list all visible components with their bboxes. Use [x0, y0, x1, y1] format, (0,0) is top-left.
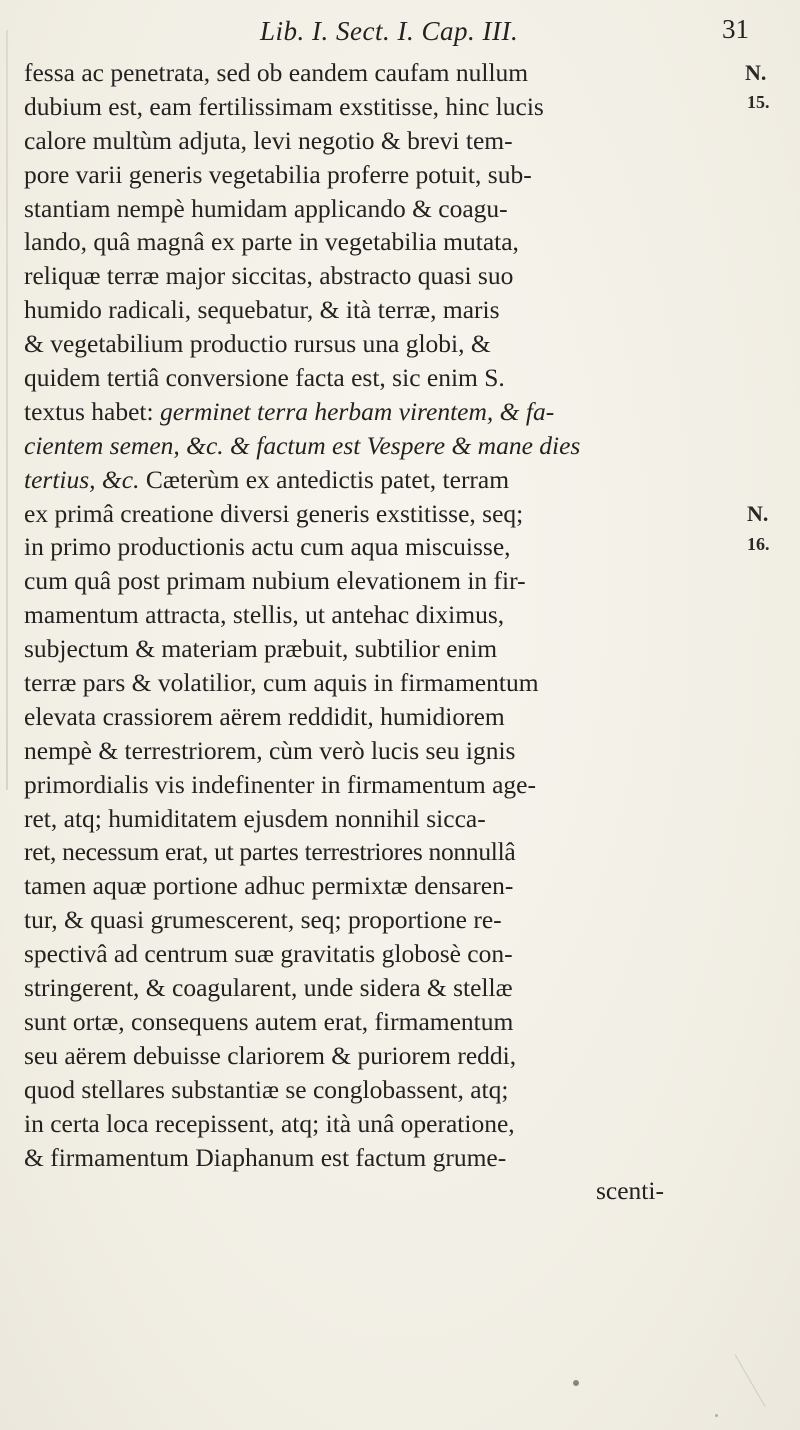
quotation-italic: germinet terra herbam virentem, & fa-: [159, 396, 555, 426]
running-head: Lib. I. Sect. I. Cap. III.: [260, 16, 519, 46]
page-number: 31: [722, 14, 749, 44]
margin-note: N.: [745, 60, 767, 85]
text-line: cum quâ post primam nubium elevationem in fir-: [24, 566, 526, 596]
text-line: in certa loca recepissent, atq; ità unâ operatione,: [24, 1108, 515, 1138]
text-line: primordialis vis indefinenter in firmamentum age-: [24, 769, 536, 799]
text-line: lando, quâ magnâ ex parte in vegetabilia mutata,: [24, 227, 519, 257]
text-line: humido radicali, sequebatur, & ità terræ, maris: [24, 295, 500, 325]
text-line: pore varii generis vegetabilia proferre potuit, sub-: [24, 159, 532, 189]
text-line: in primo productionis actu cum aqua miscuisse,: [24, 532, 511, 562]
text-line: quod stellares substantiæ se conglobassent, atq;: [24, 1074, 509, 1104]
ink-speck: [715, 1414, 718, 1417]
text-line: calore multùm adjuta, levi negotio & brevi tem-: [24, 125, 513, 155]
text-line: spectivâ ad centrum suæ gravitatis globosè con-: [24, 939, 513, 969]
text-line: nempè & terrestriorem, cùm verò lucis seu ignis: [24, 735, 516, 765]
text-line: mamentum attracta, stellis, ut antehac diximus,: [24, 600, 505, 630]
page-header: [0, 8, 800, 50]
text-line: quidem tertiâ conversione facta est, sic enim S.: [24, 363, 505, 393]
text-line: stringerent, & coagularent, unde sidera & stellæ: [24, 973, 513, 1003]
margin-note: 15.: [747, 92, 770, 112]
text-line: sunt ortæ, consequens autem erat, firmamentum: [24, 1006, 514, 1036]
text-segment: textus habet:: [24, 396, 154, 426]
paper-scratch: [735, 1354, 766, 1406]
text-line: dubium est, eam fertilissimam exstitisse, hinc lucis: [24, 91, 544, 121]
text-line: fessa ac penetrata, sed ob eandem caufam nullum: [24, 58, 529, 87]
quotation-italic: tertius, &c.: [24, 464, 140, 494]
text-line: tur, & quasi grumescerent, seq; proportione re-: [24, 905, 502, 935]
catchword: scenti-: [596, 1176, 664, 1206]
text-line: [24, 395, 714, 429]
text-line: & vegetabilium productio rursus una globi, &: [24, 329, 491, 359]
text-line: reliquæ terræ major siccitas, abstracto quasi suo: [24, 261, 514, 291]
text-line: cientem semen, &c. & factum est Vespere & mane dies: [24, 430, 581, 460]
text-line: stantiam nempè humidam applicando & coagu-: [24, 193, 508, 223]
body-text: [24, 56, 714, 1208]
ink-speck: [573, 1380, 579, 1386]
text-line: ex primâ creatione diversi generis exstitisse, seq;: [24, 498, 524, 528]
page-edge-shadow: [6, 30, 8, 790]
text-line: terræ pars & volatilior, cum aquis in firmamentum: [24, 668, 539, 698]
text-line: tamen aquæ portione adhuc permixtæ densaren-: [24, 871, 514, 901]
text-line: elevata crassiorem aërem reddidit, humidiorem: [24, 701, 505, 731]
text-line: [24, 463, 714, 497]
text-line: ret, necessum erat, ut partes terrestriores nonnullâ: [24, 837, 516, 867]
margin-note: 16.: [747, 534, 770, 554]
text-line: seu aërem debuisse clariorem & puriorem reddi,: [24, 1040, 517, 1070]
text-line: subjectum & materiam præbuit, subtilior enim: [24, 634, 498, 664]
margin-note: N.: [747, 501, 769, 526]
text-line: ret, atq; humiditatem ejusdem nonnihil sicca-: [24, 803, 486, 833]
text-line: & firmamentum Diaphanum est factum grume-: [24, 1142, 507, 1172]
text-segment: Cæterùm ex antedictis patet, terram: [145, 464, 510, 494]
